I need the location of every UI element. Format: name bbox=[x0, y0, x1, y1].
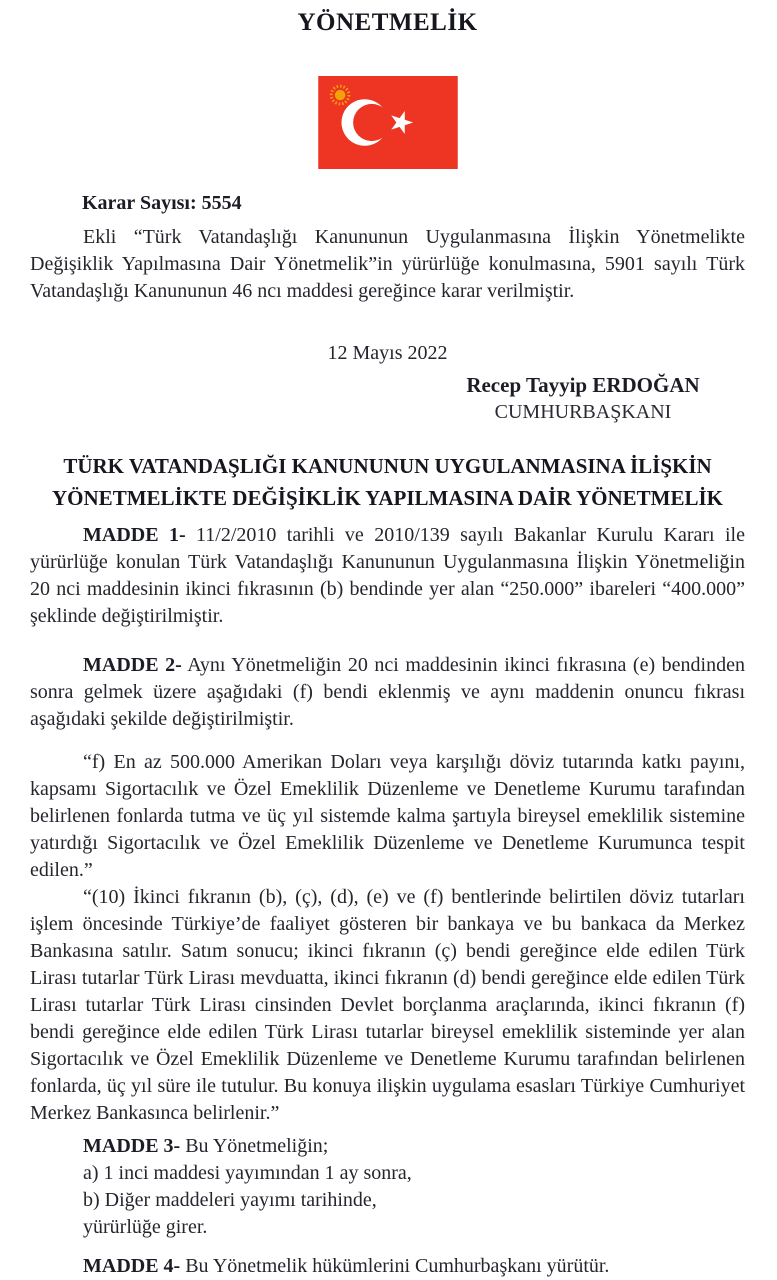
page-title: YÖNETMELİK bbox=[297, 9, 478, 36]
article-1-text: 11/2/2010 tarihli ve 2010/139 sayılı Bakanlar Kurulu Kararı ile yürürlüğe konulan Türk Vatandaşlığı Kanununun Uygulanmasına İlişkin Yönetmeliğin 20 nci maddesinin ikinci fıkrasının (b) bendinde yer alan “250.000” ibareleri “400.000” şeklinde değiştirilmiştir. bbox=[30, 524, 745, 627]
decree-number: Karar Sayısı: 5554 bbox=[82, 192, 242, 214]
decree-date: 12 Mayıs 2022 bbox=[327, 342, 448, 364]
document-page bbox=[0, 8, 777, 1277]
regulation-title-line2: YÖNETMELİKTE DEĞİŞİKLİK YAPILMASINA DAİR YÖNETMELİK bbox=[52, 486, 723, 510]
article-3-label: MADDE 3- bbox=[83, 1135, 181, 1157]
article-2-text: Aynı Yönetmeliğin 20 nci maddesinin ikinci fıkrasına (e) bendinden sonra gelmek üzere aşağıdaki (f) bendi eklenmiş ve aynı maddenin onuncu fıkrası aşağıdaki şekilde değiştirilmiştir. bbox=[30, 654, 745, 730]
article-3 bbox=[30, 1133, 745, 1241]
intro-paragraph: Ekli “Türk Vatandaşlığı Kanununun Uygulanmasına İlişkin Yönetmelikte Değişiklik Yapılmasına Dair Yönetmelik”in yürürlüğe konulmasına, 5901 sayılı Türk Vatandaşlığı Kanununun 46 ncı maddesi gereğince karar verilmiştir. bbox=[30, 226, 745, 302]
signature-block bbox=[423, 372, 743, 426]
article-3-closing: yürürlüğe girer. bbox=[83, 1216, 208, 1238]
article-1-label: MADDE 1- bbox=[83, 524, 186, 546]
article-3-item-b: b) Diğer maddeleri yayımı tarihinde, bbox=[83, 1189, 377, 1211]
article-3-item-a: a) 1 inci maddesi yayımından 1 ay sonra, bbox=[83, 1162, 412, 1184]
clause-10: “(10) İkinci fıkranın (b), (ç), (d), (e) ve (f) bentlerinde belirtilen döviz tutarları işlem öncesinde Türkiye’de faaliyet gösteren bir bankaya ve bu bankaca da Merkez Bankasına satılır. Satım sonucu; ikinci fıkranın (ç) bendi gereğince elde edilen Türk Lirası tutarlar Türk Lirası mevduatta, ikinci fıkranın (d) bendi gereğince elde edilen Türk Lirası tutarlar Türk Lirası cinsinden Devlet borçlanma araçlarında, ikinci fıkranın (f) bendi gereğince elde edilen Türk Lirası tutarlar bireysel emeklilik sisteminde yer alan Sigortacılık ve Özel Emeklilik Düzenleme ve Denetleme Kurumu tarafından belirlenen fonlarda, üç yıl süre ile tutulur. Bu konuya ilişkin uygulama esasları Türkiye Cumhuriyet Merkez Bankasınca belirlenir.” bbox=[30, 886, 745, 1124]
article-2 bbox=[30, 652, 745, 733]
regulation-title bbox=[30, 450, 745, 514]
article-4 bbox=[30, 1253, 745, 1280]
article-3-intro: Bu Yönetmeliğin; bbox=[180, 1135, 329, 1157]
article-2-label: MADDE 2- bbox=[83, 654, 182, 676]
article-4-text: Bu Yönetmelik hükümlerini Cumhurbaşkanı yürütür. bbox=[180, 1255, 610, 1277]
signature-title: CUMHURBAŞKANI bbox=[494, 401, 672, 423]
signature-name: Recep Tayyip ERDOĞAN bbox=[466, 373, 700, 397]
presidential-flag bbox=[30, 76, 745, 169]
clause-f: “f) En az 500.000 Amerikan Doları veya karşılığı döviz tutarında katkı payını, kapsamı Sigortacılık ve Özel Emeklilik Düzenleme ve Denetleme Kurumu tarafından belirlenen fonlarda tutma ve üç yıl sistemde kalma şartıyla bireysel emeklilik sistemine yatırdığı Sigortacılık ve Özel Emeklilik Düzenleme ve Denetleme Kurumunca tespit edilen.” bbox=[30, 751, 745, 881]
article-1 bbox=[30, 522, 745, 630]
turkish-flag-icon bbox=[318, 76, 458, 169]
article-4-label: MADDE 4- bbox=[83, 1255, 181, 1277]
article-3-heading bbox=[30, 1133, 745, 1160]
regulation-title-line1: TÜRK VATANDAŞLIĞI KANUNUNUN UYGULANMASINA İLİŞKİN bbox=[63, 454, 712, 478]
